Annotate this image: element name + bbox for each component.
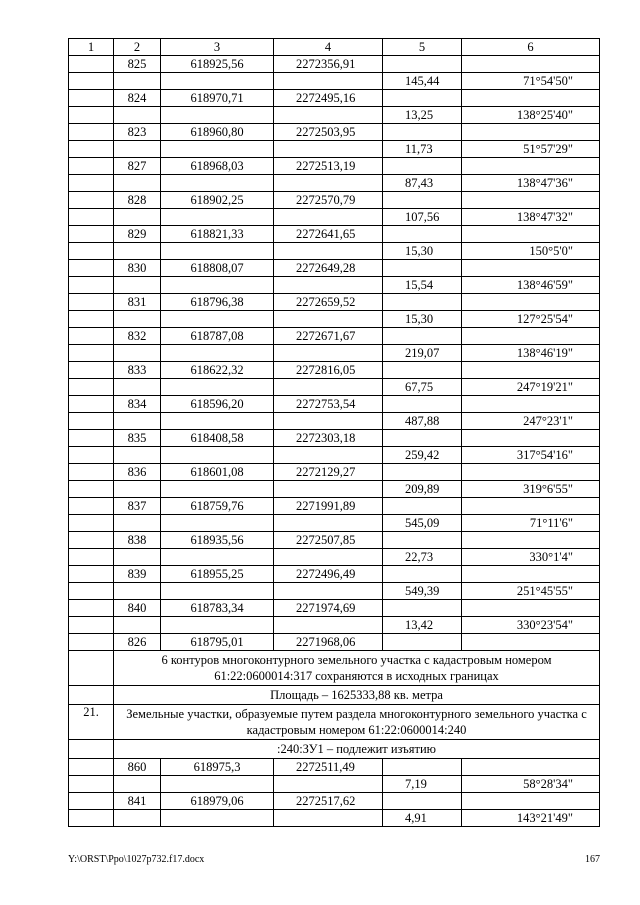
empty-cell bbox=[114, 277, 161, 294]
point-number: 839 bbox=[114, 566, 161, 583]
point-number: 827 bbox=[114, 158, 161, 175]
coord-y: 2272517,62 bbox=[274, 793, 383, 810]
empty-cell bbox=[69, 141, 114, 158]
segment-length: 487,88 bbox=[383, 413, 462, 430]
segment-row bbox=[69, 277, 600, 294]
empty-cell bbox=[69, 810, 114, 827]
empty-cell bbox=[383, 396, 462, 413]
direction-angle: 330°23'54" bbox=[462, 617, 600, 634]
coord-x: 618970,71 bbox=[161, 90, 274, 107]
empty-cell bbox=[69, 566, 114, 583]
empty-cell bbox=[383, 260, 462, 277]
empty-cell bbox=[274, 311, 383, 328]
empty-cell bbox=[383, 226, 462, 243]
empty-cell bbox=[69, 549, 114, 566]
point-number: 838 bbox=[114, 532, 161, 549]
segment-length: 13,42 bbox=[383, 617, 462, 634]
coord-x: 618935,56 bbox=[161, 532, 274, 549]
segment-length: 15,30 bbox=[383, 311, 462, 328]
point-row bbox=[69, 430, 600, 447]
empty-cell bbox=[462, 532, 600, 549]
segment-row bbox=[69, 810, 600, 827]
empty-cell bbox=[69, 413, 114, 430]
empty-cell bbox=[69, 192, 114, 209]
empty-cell bbox=[383, 498, 462, 515]
empty-cell bbox=[161, 583, 274, 600]
empty-cell bbox=[69, 740, 114, 759]
empty-cell bbox=[114, 107, 161, 124]
empty-cell bbox=[161, 277, 274, 294]
empty-cell bbox=[69, 277, 114, 294]
empty-cell bbox=[114, 73, 161, 90]
coord-y: 2272570,79 bbox=[274, 192, 383, 209]
segment-row bbox=[69, 776, 600, 793]
coord-x: 618783,34 bbox=[161, 600, 274, 617]
coord-y: 2272816,05 bbox=[274, 362, 383, 379]
section-subtitle-row bbox=[69, 740, 600, 759]
empty-cell bbox=[69, 651, 114, 686]
empty-cell bbox=[69, 686, 114, 705]
empty-cell bbox=[69, 396, 114, 413]
empty-cell bbox=[69, 226, 114, 243]
empty-cell bbox=[114, 617, 161, 634]
direction-angle: 319°6'55" bbox=[462, 481, 600, 498]
coord-x: 618968,03 bbox=[161, 158, 274, 175]
empty-cell bbox=[383, 793, 462, 810]
empty-cell bbox=[161, 141, 274, 158]
segment-length: 87,43 bbox=[383, 175, 462, 192]
empty-cell bbox=[161, 345, 274, 362]
empty-cell bbox=[462, 328, 600, 345]
point-row bbox=[69, 158, 600, 175]
empty-cell bbox=[161, 447, 274, 464]
empty-cell bbox=[161, 311, 274, 328]
point-number: 825 bbox=[114, 56, 161, 73]
empty-cell bbox=[161, 73, 274, 90]
empty-cell bbox=[114, 345, 161, 362]
empty-cell bbox=[274, 481, 383, 498]
coord-x: 618622,32 bbox=[161, 362, 274, 379]
contours-note: 6 контуров многоконтурного земельного участка с кадастровым номером 61:22:0600014:317 сохраняются в исходных границах bbox=[114, 651, 600, 686]
header-cell: 5 bbox=[383, 39, 462, 56]
direction-angle: 247°23'1" bbox=[462, 413, 600, 430]
empty-cell bbox=[114, 311, 161, 328]
point-row bbox=[69, 362, 600, 379]
segment-row bbox=[69, 345, 600, 362]
empty-cell bbox=[161, 810, 274, 827]
empty-cell bbox=[274, 209, 383, 226]
segment-row bbox=[69, 481, 600, 498]
section-title-row bbox=[69, 705, 600, 740]
empty-cell bbox=[114, 141, 161, 158]
segment-length: 145,44 bbox=[383, 73, 462, 90]
empty-cell bbox=[69, 158, 114, 175]
coord-x: 618975,3 bbox=[161, 759, 274, 776]
empty-cell bbox=[274, 243, 383, 260]
header-cell: 2 bbox=[114, 39, 161, 56]
empty-cell bbox=[383, 328, 462, 345]
segment-length: 219,07 bbox=[383, 345, 462, 362]
point-row bbox=[69, 192, 600, 209]
empty-cell bbox=[114, 481, 161, 498]
coord-y: 2272496,49 bbox=[274, 566, 383, 583]
empty-cell bbox=[69, 617, 114, 634]
empty-cell bbox=[114, 810, 161, 827]
point-row bbox=[69, 226, 600, 243]
empty-cell bbox=[462, 362, 600, 379]
segment-length: 545,09 bbox=[383, 515, 462, 532]
point-row bbox=[69, 634, 600, 651]
direction-angle: 58°28'34" bbox=[462, 776, 600, 793]
empty-cell bbox=[274, 617, 383, 634]
point-row bbox=[69, 328, 600, 345]
header-cell: 4 bbox=[274, 39, 383, 56]
point-number: 840 bbox=[114, 600, 161, 617]
empty-cell bbox=[69, 175, 114, 192]
empty-cell bbox=[69, 311, 114, 328]
segment-row bbox=[69, 413, 600, 430]
point-number: 834 bbox=[114, 396, 161, 413]
point-number: 836 bbox=[114, 464, 161, 481]
empty-cell bbox=[69, 345, 114, 362]
area-text-row bbox=[69, 686, 600, 705]
direction-angle: 71°11'6" bbox=[462, 515, 600, 532]
empty-cell bbox=[274, 277, 383, 294]
segment-row bbox=[69, 107, 600, 124]
empty-cell bbox=[114, 243, 161, 260]
coord-y: 2272503,95 bbox=[274, 124, 383, 141]
coord-x: 618821,33 bbox=[161, 226, 274, 243]
segment-length: 107,56 bbox=[383, 209, 462, 226]
empty-cell bbox=[462, 793, 600, 810]
direction-angle: 330°1'4" bbox=[462, 549, 600, 566]
section-title: Земельные участки, образуемые путем раздела многоконтурного земельного участка с кадастровым номером 61:22:0600014:240 bbox=[114, 705, 600, 740]
empty-cell bbox=[69, 107, 114, 124]
coord-x: 618796,38 bbox=[161, 294, 274, 311]
document-page bbox=[68, 38, 600, 827]
empty-cell bbox=[462, 566, 600, 583]
point-row bbox=[69, 396, 600, 413]
empty-cell bbox=[69, 498, 114, 515]
coord-y: 2272495,16 bbox=[274, 90, 383, 107]
coord-x: 618955,25 bbox=[161, 566, 274, 583]
direction-angle: 143°21'49" bbox=[462, 810, 600, 827]
area-text: Площадь – 1625333,88 кв. метра bbox=[114, 686, 600, 705]
empty-cell bbox=[462, 226, 600, 243]
empty-cell bbox=[114, 175, 161, 192]
direction-angle: 138°47'32" bbox=[462, 209, 600, 226]
segment-length: 11,73 bbox=[383, 141, 462, 158]
segment-row bbox=[69, 549, 600, 566]
empty-cell bbox=[69, 124, 114, 141]
coord-x: 618596,20 bbox=[161, 396, 274, 413]
coord-x: 618787,08 bbox=[161, 328, 274, 345]
empty-cell bbox=[69, 73, 114, 90]
segment-row bbox=[69, 243, 600, 260]
point-row bbox=[69, 260, 600, 277]
header-cell: 6 bbox=[462, 39, 600, 56]
empty-cell bbox=[274, 73, 383, 90]
empty-cell bbox=[114, 447, 161, 464]
empty-cell bbox=[274, 810, 383, 827]
empty-cell bbox=[161, 107, 274, 124]
segment-length: 7,19 bbox=[383, 776, 462, 793]
coord-y: 2271968,06 bbox=[274, 634, 383, 651]
coord-x: 618408,58 bbox=[161, 430, 274, 447]
coord-y: 2272303,18 bbox=[274, 430, 383, 447]
direction-angle: 138°47'36" bbox=[462, 175, 600, 192]
empty-cell bbox=[462, 430, 600, 447]
empty-cell bbox=[69, 430, 114, 447]
coord-y: 2272649,28 bbox=[274, 260, 383, 277]
point-row bbox=[69, 793, 600, 810]
empty-cell bbox=[114, 379, 161, 396]
empty-cell bbox=[274, 447, 383, 464]
section-number: 21. bbox=[69, 705, 114, 740]
segment-length: 15,54 bbox=[383, 277, 462, 294]
coord-x: 618925,56 bbox=[161, 56, 274, 73]
point-row bbox=[69, 600, 600, 617]
empty-cell bbox=[383, 532, 462, 549]
segment-row bbox=[69, 515, 600, 532]
empty-cell bbox=[114, 413, 161, 430]
empty-cell bbox=[161, 175, 274, 192]
segment-row bbox=[69, 583, 600, 600]
coord-x: 618808,07 bbox=[161, 260, 274, 277]
empty-cell bbox=[161, 413, 274, 430]
coord-y: 2272753,54 bbox=[274, 396, 383, 413]
segment-row bbox=[69, 175, 600, 192]
direction-angle: 51°57'29" bbox=[462, 141, 600, 158]
empty-cell bbox=[383, 294, 462, 311]
point-number: 837 bbox=[114, 498, 161, 515]
segment-row bbox=[69, 73, 600, 90]
empty-cell bbox=[69, 583, 114, 600]
empty-cell bbox=[69, 243, 114, 260]
point-number: 841 bbox=[114, 793, 161, 810]
point-number: 824 bbox=[114, 90, 161, 107]
empty-cell bbox=[69, 776, 114, 793]
point-row bbox=[69, 759, 600, 776]
empty-cell bbox=[274, 141, 383, 158]
coord-y: 2272513,19 bbox=[274, 158, 383, 175]
empty-cell bbox=[274, 107, 383, 124]
point-row bbox=[69, 532, 600, 549]
empty-cell bbox=[69, 294, 114, 311]
empty-cell bbox=[161, 209, 274, 226]
empty-cell bbox=[69, 328, 114, 345]
point-number: 860 bbox=[114, 759, 161, 776]
empty-cell bbox=[462, 260, 600, 277]
point-number: 832 bbox=[114, 328, 161, 345]
point-row bbox=[69, 498, 600, 515]
coord-x: 618979,06 bbox=[161, 793, 274, 810]
empty-cell bbox=[274, 379, 383, 396]
empty-cell bbox=[274, 515, 383, 532]
coord-y: 2272671,67 bbox=[274, 328, 383, 345]
empty-cell bbox=[274, 413, 383, 430]
coordinates-table bbox=[68, 38, 600, 827]
direction-angle: 251°45'55" bbox=[462, 583, 600, 600]
section-subtitle: :240:ЗУ1 – подлежит изъятию bbox=[114, 740, 600, 759]
empty-cell bbox=[462, 600, 600, 617]
empty-cell bbox=[462, 396, 600, 413]
coord-y: 2272511,49 bbox=[274, 759, 383, 776]
segment-row bbox=[69, 141, 600, 158]
empty-cell bbox=[383, 124, 462, 141]
segment-row bbox=[69, 311, 600, 328]
direction-angle: 150°5'0" bbox=[462, 243, 600, 260]
empty-cell bbox=[462, 192, 600, 209]
coord-y: 2271991,89 bbox=[274, 498, 383, 515]
point-row bbox=[69, 294, 600, 311]
coord-y: 2271974,69 bbox=[274, 600, 383, 617]
coord-x: 618795,01 bbox=[161, 634, 274, 651]
empty-cell bbox=[161, 243, 274, 260]
segment-length: 67,75 bbox=[383, 379, 462, 396]
empty-cell bbox=[274, 345, 383, 362]
point-number: 826 bbox=[114, 634, 161, 651]
coord-x: 618759,76 bbox=[161, 498, 274, 515]
empty-cell bbox=[69, 209, 114, 226]
coord-y: 2272641,65 bbox=[274, 226, 383, 243]
empty-cell bbox=[383, 566, 462, 583]
empty-cell bbox=[462, 498, 600, 515]
point-number: 823 bbox=[114, 124, 161, 141]
segment-length: 22,73 bbox=[383, 549, 462, 566]
table-header-row bbox=[69, 39, 600, 56]
empty-cell bbox=[462, 124, 600, 141]
point-number: 833 bbox=[114, 362, 161, 379]
page-footer bbox=[68, 854, 600, 865]
empty-cell bbox=[69, 600, 114, 617]
empty-cell bbox=[462, 759, 600, 776]
point-row bbox=[69, 566, 600, 583]
coord-x: 618601,08 bbox=[161, 464, 274, 481]
contours-note-row bbox=[69, 651, 600, 686]
segment-length: 15,30 bbox=[383, 243, 462, 260]
empty-cell bbox=[69, 481, 114, 498]
segment-length: 13,25 bbox=[383, 107, 462, 124]
point-number: 831 bbox=[114, 294, 161, 311]
direction-angle: 138°46'19" bbox=[462, 345, 600, 362]
point-number: 828 bbox=[114, 192, 161, 209]
empty-cell bbox=[383, 430, 462, 447]
point-number: 830 bbox=[114, 260, 161, 277]
segment-length: 4,91 bbox=[383, 810, 462, 827]
empty-cell bbox=[114, 515, 161, 532]
empty-cell bbox=[383, 600, 462, 617]
empty-cell bbox=[69, 515, 114, 532]
empty-cell bbox=[274, 549, 383, 566]
empty-cell bbox=[69, 379, 114, 396]
direction-angle: 317°54'16" bbox=[462, 447, 600, 464]
empty-cell bbox=[462, 634, 600, 651]
point-row bbox=[69, 56, 600, 73]
empty-cell bbox=[462, 158, 600, 175]
coord-y: 2272129,27 bbox=[274, 464, 383, 481]
coord-x: 618960,80 bbox=[161, 124, 274, 141]
empty-cell bbox=[114, 583, 161, 600]
segment-row bbox=[69, 617, 600, 634]
empty-cell bbox=[383, 759, 462, 776]
empty-cell bbox=[69, 759, 114, 776]
coord-y: 2272356,91 bbox=[274, 56, 383, 73]
direction-angle: 127°25'54" bbox=[462, 311, 600, 328]
empty-cell bbox=[69, 56, 114, 73]
empty-cell bbox=[383, 56, 462, 73]
segment-row bbox=[69, 447, 600, 464]
empty-cell bbox=[383, 158, 462, 175]
empty-cell bbox=[69, 532, 114, 549]
empty-cell bbox=[69, 464, 114, 481]
empty-cell bbox=[114, 549, 161, 566]
empty-cell bbox=[462, 56, 600, 73]
direction-angle: 138°46'59" bbox=[462, 277, 600, 294]
empty-cell bbox=[383, 90, 462, 107]
point-number: 829 bbox=[114, 226, 161, 243]
empty-cell bbox=[69, 793, 114, 810]
empty-cell bbox=[161, 776, 274, 793]
direction-angle: 71°54'50" bbox=[462, 73, 600, 90]
segment-row bbox=[69, 209, 600, 226]
segment-row bbox=[69, 379, 600, 396]
coord-y: 2272507,85 bbox=[274, 532, 383, 549]
segment-length: 549,39 bbox=[383, 583, 462, 600]
coord-x: 618902,25 bbox=[161, 192, 274, 209]
footer-page-number: 167 bbox=[585, 854, 600, 865]
empty-cell bbox=[114, 209, 161, 226]
empty-cell bbox=[161, 617, 274, 634]
point-row bbox=[69, 124, 600, 141]
empty-cell bbox=[274, 175, 383, 192]
point-number: 835 bbox=[114, 430, 161, 447]
direction-angle: 247°19'21" bbox=[462, 379, 600, 396]
empty-cell bbox=[161, 515, 274, 532]
empty-cell bbox=[383, 192, 462, 209]
header-cell: 1 bbox=[69, 39, 114, 56]
empty-cell bbox=[274, 776, 383, 793]
empty-cell bbox=[383, 362, 462, 379]
coord-y: 2272659,52 bbox=[274, 294, 383, 311]
empty-cell bbox=[69, 90, 114, 107]
empty-cell bbox=[114, 776, 161, 793]
empty-cell bbox=[69, 260, 114, 277]
empty-cell bbox=[161, 481, 274, 498]
empty-cell bbox=[462, 294, 600, 311]
header-cell: 3 bbox=[161, 39, 274, 56]
footer-file-path: Y:\ORST\Ppo\1027p732.f17.docx bbox=[68, 854, 205, 865]
direction-angle: 138°25'40" bbox=[462, 107, 600, 124]
empty-cell bbox=[383, 634, 462, 651]
empty-cell bbox=[462, 464, 600, 481]
empty-cell bbox=[161, 549, 274, 566]
empty-cell bbox=[462, 90, 600, 107]
empty-cell bbox=[69, 362, 114, 379]
point-row bbox=[69, 90, 600, 107]
segment-length: 209,89 bbox=[383, 481, 462, 498]
empty-cell bbox=[69, 634, 114, 651]
empty-cell bbox=[69, 447, 114, 464]
segment-length: 259,42 bbox=[383, 447, 462, 464]
empty-cell bbox=[161, 379, 274, 396]
empty-cell bbox=[383, 464, 462, 481]
empty-cell bbox=[274, 583, 383, 600]
point-row bbox=[69, 464, 600, 481]
